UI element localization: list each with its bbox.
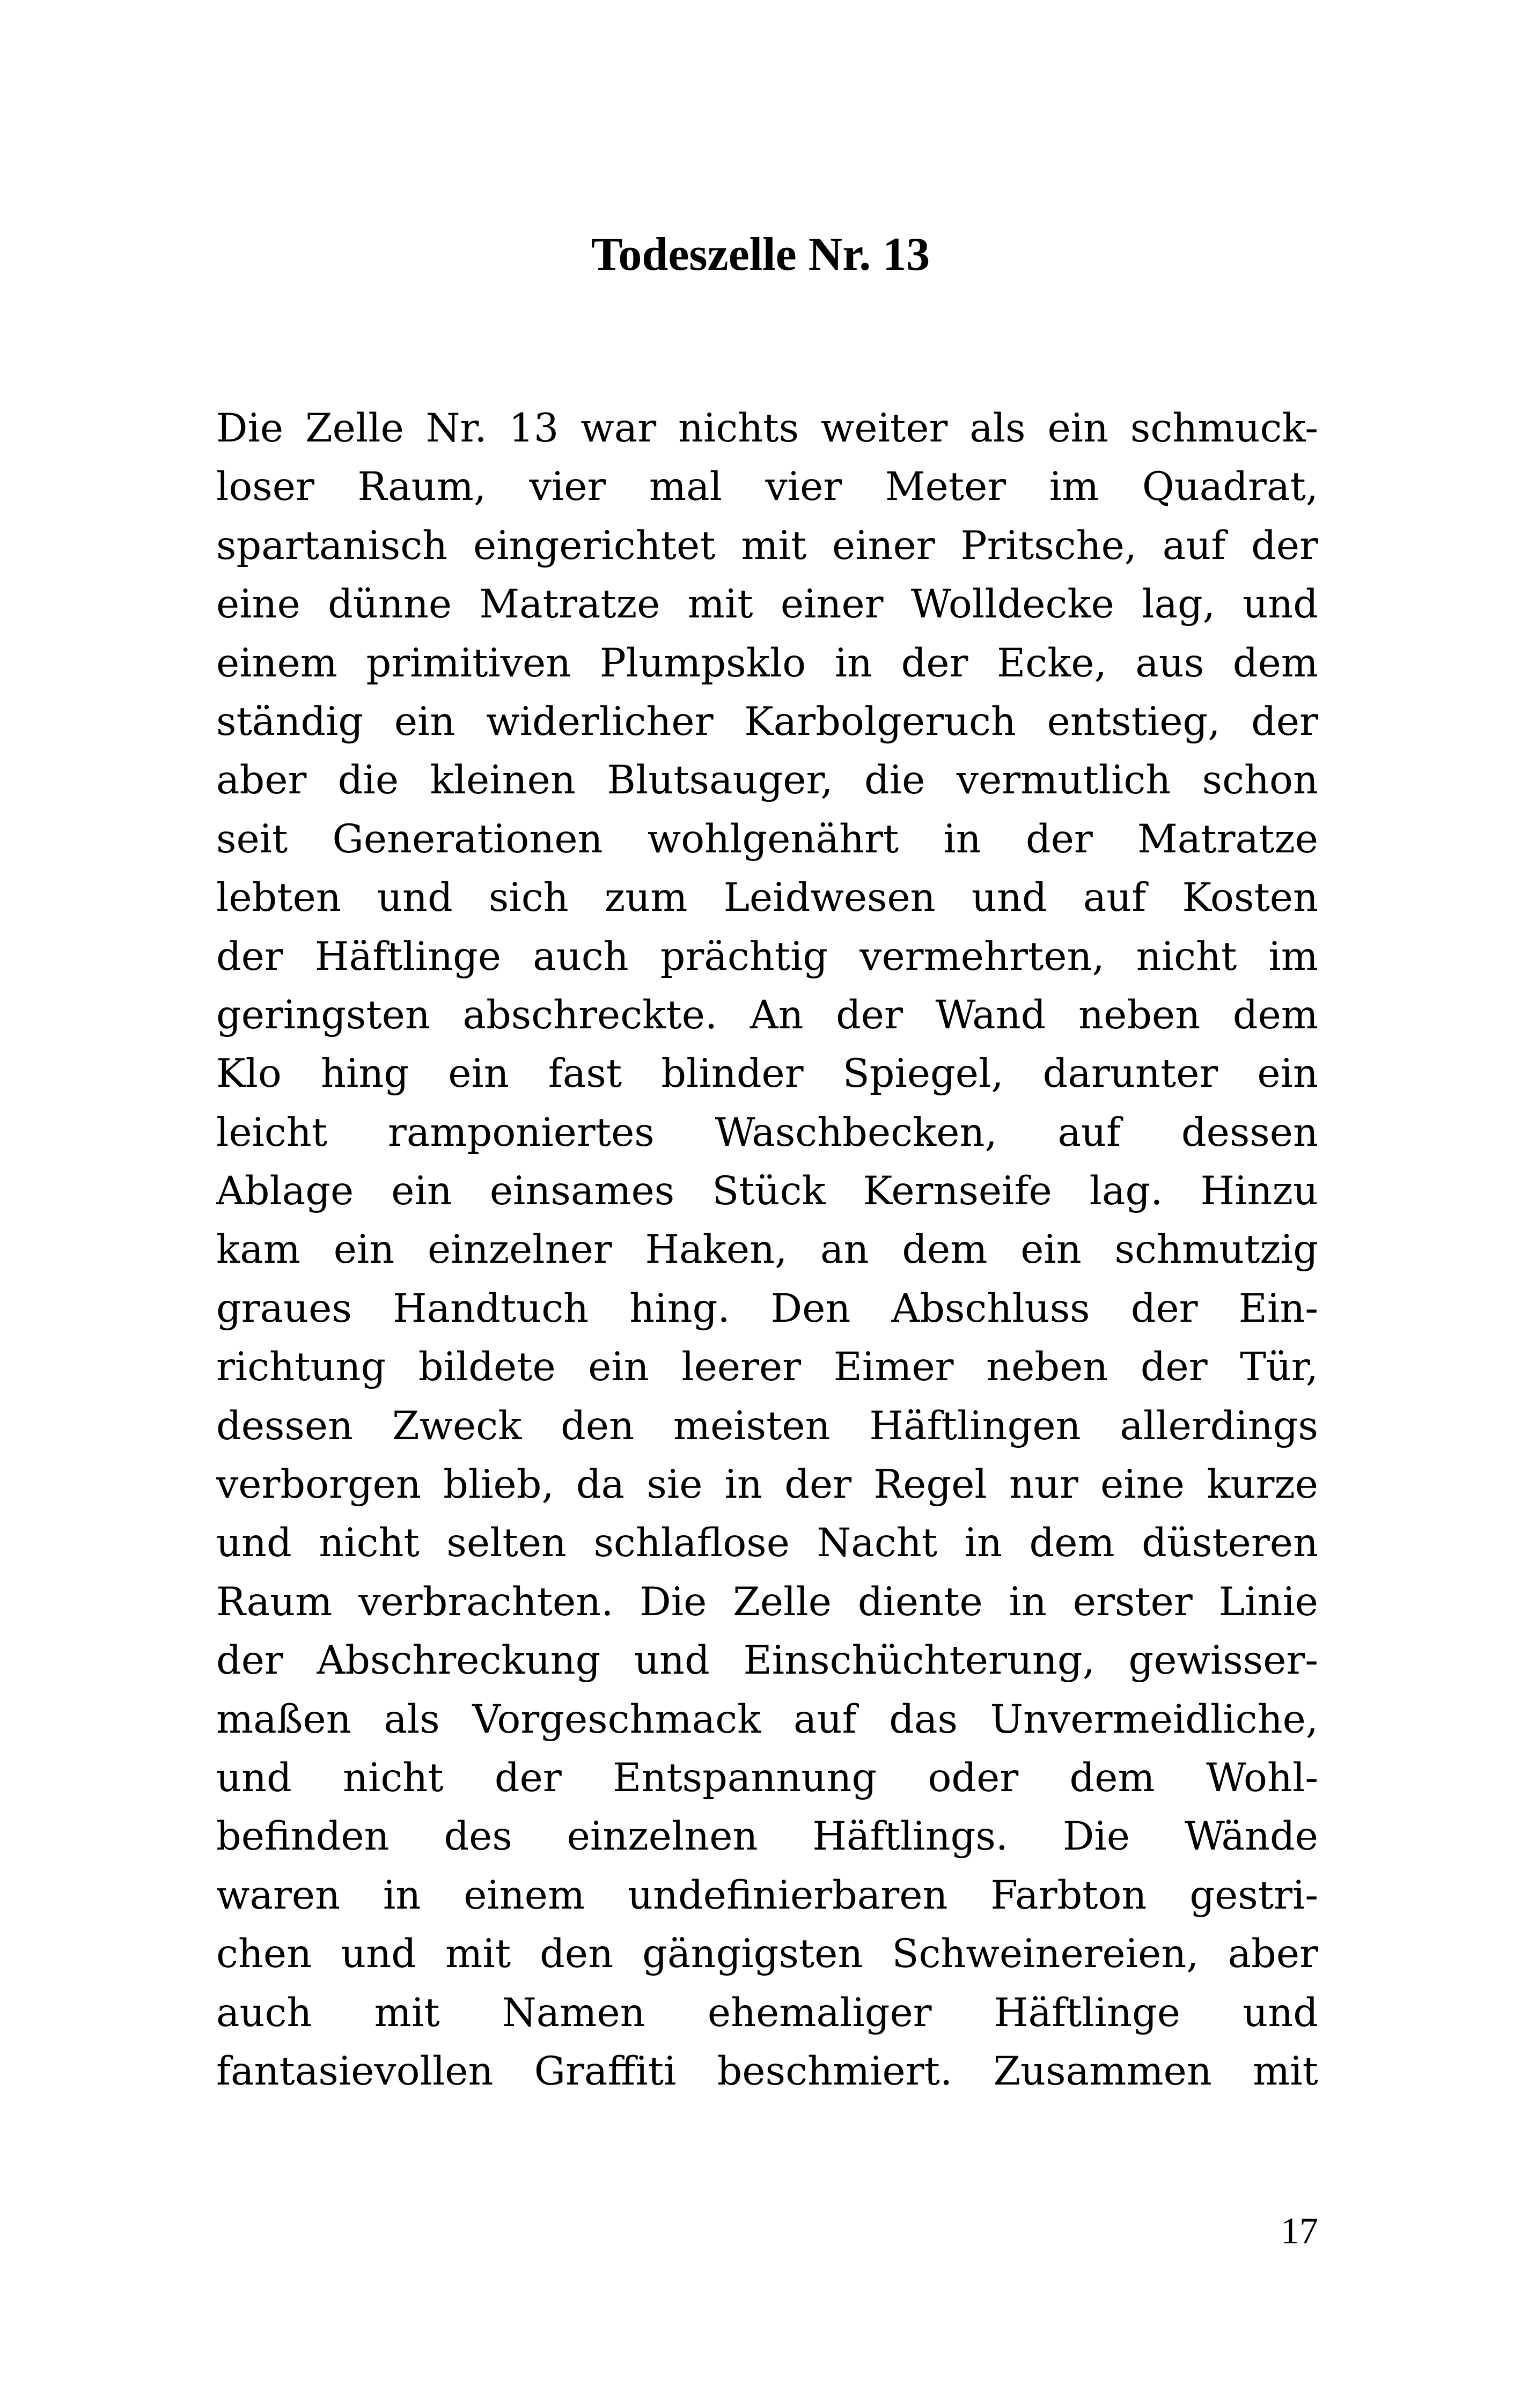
- text-line: und nicht der Entspannung oder dem Wohl-: [216, 1755, 1318, 1801]
- text-line: loser Raum, vier mal vier Meter im Quadrat,: [216, 464, 1318, 510]
- text-line: maßen als Vorgeschmack auf das Unvermeidliche,: [216, 1696, 1318, 1742]
- text-line: seit Generationen wohlgenährt in der Matratze: [216, 816, 1318, 862]
- text-line: geringsten abschreckte. An der Wand neben dem: [216, 992, 1318, 1038]
- text-line: und nicht selten schlaflose Nacht in dem düsteren: [216, 1520, 1318, 1566]
- text-line: befinden des einzelnen Häftlings. Die Wände: [216, 1814, 1318, 1860]
- text-line: der Häftlinge auch prächtig vermehrten, nicht im: [216, 933, 1318, 980]
- text-line: lebten und sich zum Leidwesen und auf Kosten: [216, 875, 1318, 921]
- text-line: aber die kleinen Blutsauger, die vermutlich schon: [216, 757, 1318, 804]
- text-line: leicht ramponiertes Waschbecken, auf dessen: [216, 1109, 1318, 1155]
- text-line: spartanisch eingerichtet mit einer Pritsche, auf der: [216, 522, 1318, 569]
- text-line: ständig ein widerlicher Karbolgeruch entstieg, der: [216, 698, 1318, 745]
- text-line: waren in einem undefinierbaren Farbton gestri-: [216, 1872, 1318, 1918]
- text-line: eine dünne Matratze mit einer Wolldecke lag, und: [216, 581, 1318, 628]
- text-line: dessen Zweck den meisten Häftlingen allerdings: [216, 1403, 1318, 1449]
- text-line: Raum verbrachten. Die Zelle diente in erster Linie: [216, 1579, 1318, 1625]
- page-number: 17: [1281, 2211, 1318, 2252]
- text-line: Ablage ein einsames Stück Kernseife lag. Hinzu: [216, 1168, 1318, 1214]
- text-line: auch mit Namen ehemaliger Häftlinge und: [216, 1990, 1318, 2036]
- body-text: [216, 399, 1318, 2101]
- chapter-title: Todeszelle Nr. 13: [591, 229, 930, 281]
- text-line: Die Zelle Nr. 13 war nichts weiter als ein schmuck-: [216, 406, 1318, 451]
- text-line: fantasievollen Graffiti beschmiert. Zusammen mit: [216, 2048, 1318, 2094]
- text-line: der Abschreckung und Einschüchterung, gewisser-: [216, 1638, 1318, 1684]
- text-line: Klo hing ein fast blinder Spiegel, darunter ein: [216, 1051, 1318, 1097]
- text-line: chen und mit den gängigsten Schweinereien, aber: [216, 1931, 1318, 1977]
- text-line: kam ein einzelner Haken, an dem ein schmutzig: [216, 1227, 1318, 1273]
- text-line: richtung bildete ein leerer Eimer neben der Tür,: [216, 1344, 1318, 1390]
- text-line: verborgen blieb, da sie in der Regel nur eine kurze: [216, 1462, 1318, 1508]
- text-line: einem primitiven Plumpsklo in der Ecke, aus dem: [216, 640, 1318, 686]
- text-line: graues Handtuch hing. Den Abschluss der Ein-: [216, 1285, 1318, 1331]
